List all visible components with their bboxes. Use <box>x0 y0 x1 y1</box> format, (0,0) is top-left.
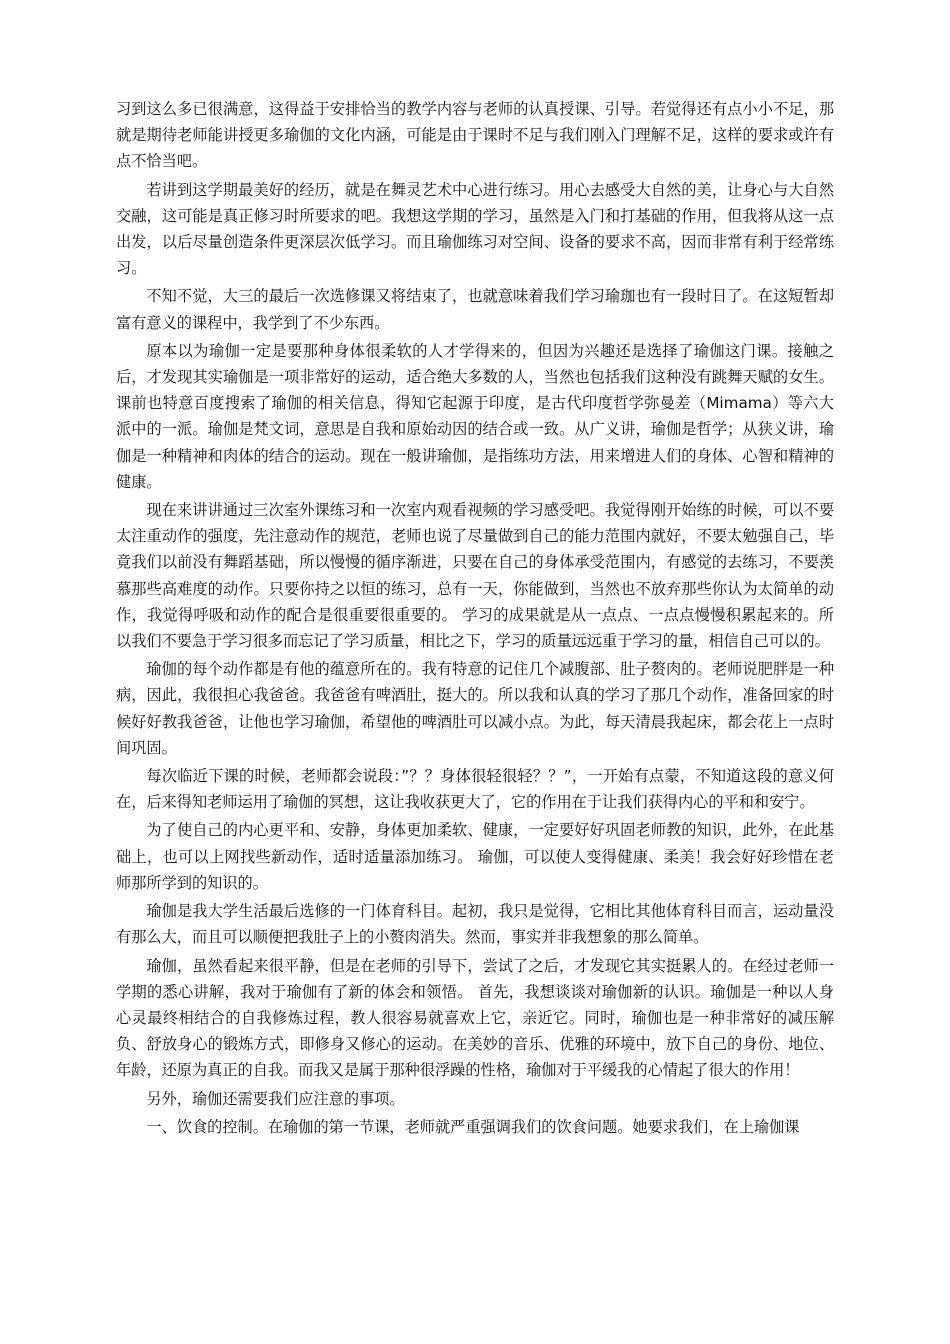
paragraph: 瑜伽，虽然看起来很平静，但是在老师的引导下，尝试了之后，才发现它其实挺累人的。在经过老师一学期的悉心讲解，我对于瑜伽有了新的体会和领悟。 首先，我想谈谈对瑜伽新的认识。瑜伽是一种以人身心灵最终相结合的自我修炼过程，教人很容易就喜欢上它，亲近它。同时，瑜伽也是一种非常好的减压解负、舒放身心的锻炼方式，即修身又修心的运动。在美妙的音乐、优雅的环境中，放下自己的身份、地位、年龄，还原为真正的自我。而我又是属于那种很浮躁的性格，瑜伽对于平缓我的心情起了很大的作用！ <box>116 956 834 1080</box>
paragraph: 瑜伽的每个动作都是有他的蕴意所在的。我有特意的记住几个减腹部、肚子赘肉的。老师说肥胖是一种病，因此，我很担心我爸爸。我爸爸有啤酒肚，挺大的。所以我和认真的学习了那几个动作，准备回家的时候好好教我爸爸，让他也学习瑜伽，希望他的啤酒肚可以减小点。为此，每天清晨我起床，都会花上一点时间巩固。 <box>116 660 834 757</box>
paragraph: 现在来讲讲通过三次室外课练习和一次室内观看视频的学习感受吧。我觉得刚开始练的时候，可以不要太注重动作的强度，先注意动作的规范，老师也说了尽量做到自己的能力范围内就好，不要太勉强自己，毕竟我们以前没有舞蹈基础，所以慢慢的循序渐进，只要在自己的身体承受范围内，有感觉的去练习，不要羡慕那些高难度的动作。只要你持之以恒的练习，总有一天，你能做到，当然也不放弃那些你认为太简单的动作，我觉得呼吸和动作的配合是很重要很重要的。 学习的成果就是从一点点、一点点慢慢积累起来的。所以我们不要急于学习很多而忘记了学习质量，相比之下，学习的质量远远重于学习的量，相信自己可以的。 <box>116 501 834 651</box>
paragraph: 另外，瑜伽还需要我们应注意的事项。 <box>146 1089 405 1108</box>
paragraph: 若讲到这学期最美好的经历，就是在舞灵艺术中心进行练习。用心去感受大自然的美，让身心与大自然交融，这可能是真正修习时所要求的吧。我想这学期的学习，虽然是入门和打基础的作用，但我将从这一点出发，以后尽量创造条件更深层次低学习。而且瑜伽练习对空间、设备的要求不高，因而非常有利于经常练习。 <box>116 180 834 278</box>
paragraph: 瑜伽是我大学生活最后选修的一门体育科目。起初，我只是觉得，它相比其他体育科目而言，运动量没有那么大，而且可以顺便把我肚子上的小赘肉消失。然而，事实并非我想象的那么简单。 <box>116 902 834 947</box>
paragraph: 为了使自己的内心更平和、安静，身体更加柔软、健康，一定要好好巩固老师教的知识，此外，在此基础上，也可以上网找些新动作，适时适量添加练习。 瑜伽，可以使人变得健康、柔美！我会好好珍惜在老师那所学到的知识的。 <box>116 821 834 892</box>
paragraph: 不知不觉，大三的最后一次选修课又将结束了，也就意味着我们学习瑜珈也有一段时日了。在这短暂却富有意义的课程中，我学到了不少东西。 <box>116 287 834 332</box>
document-body <box>116 96 834 1142</box>
paragraph: 每次临近下课的时候，老师都会说段：”？？身体很轻很轻？？”，一开始有点蒙，不知道这段的意义何在，后来得知老师运用了瑜伽的冥想，这让我收获更大了，它的作用在于让我们获得内心的平和和安宁。 <box>116 767 834 812</box>
paragraph: 习到这么多已很满意，这得益于安排恰当的教学内容与老师的认真授课、引导。若觉得还有点小小不足，那就是期待老师能讲授更多瑜伽的文化内涵，可能是由于课时不足与我们刚入门理解不足，这样的要求或许有点不恰当吧。 <box>116 100 834 171</box>
paragraph: 一、饮食的控制。在瑜伽的第一节课，老师就严重强调我们的饮食问题。她要求我们，在上瑜伽课 <box>146 1117 800 1136</box>
paragraph: 原本以为瑜伽一定是要那种身体很柔软的人才学得来的，但因为兴趣还是选择了瑜伽这门课。接触之后，才发现其实瑜伽是一项非常好的运动，适合绝大多数的人，当然也包括我们这种没有跳舞天赋的女生。课前也特意百度搜索了瑜伽的相关信息，得知它起源于印度，是古代印度哲学弥曼差（Mimama）等六大派中的一派。瑜伽是梵文词，意思是自我和原始动因的结合或一致。从广义讲，瑜伽是哲学；从狭义讲，瑜伽是一种精神和肉体的结合的运动。现在一般讲瑜伽，是指练功方法，用来增进人们的身体、心智和精神的健康。 <box>116 341 834 491</box>
